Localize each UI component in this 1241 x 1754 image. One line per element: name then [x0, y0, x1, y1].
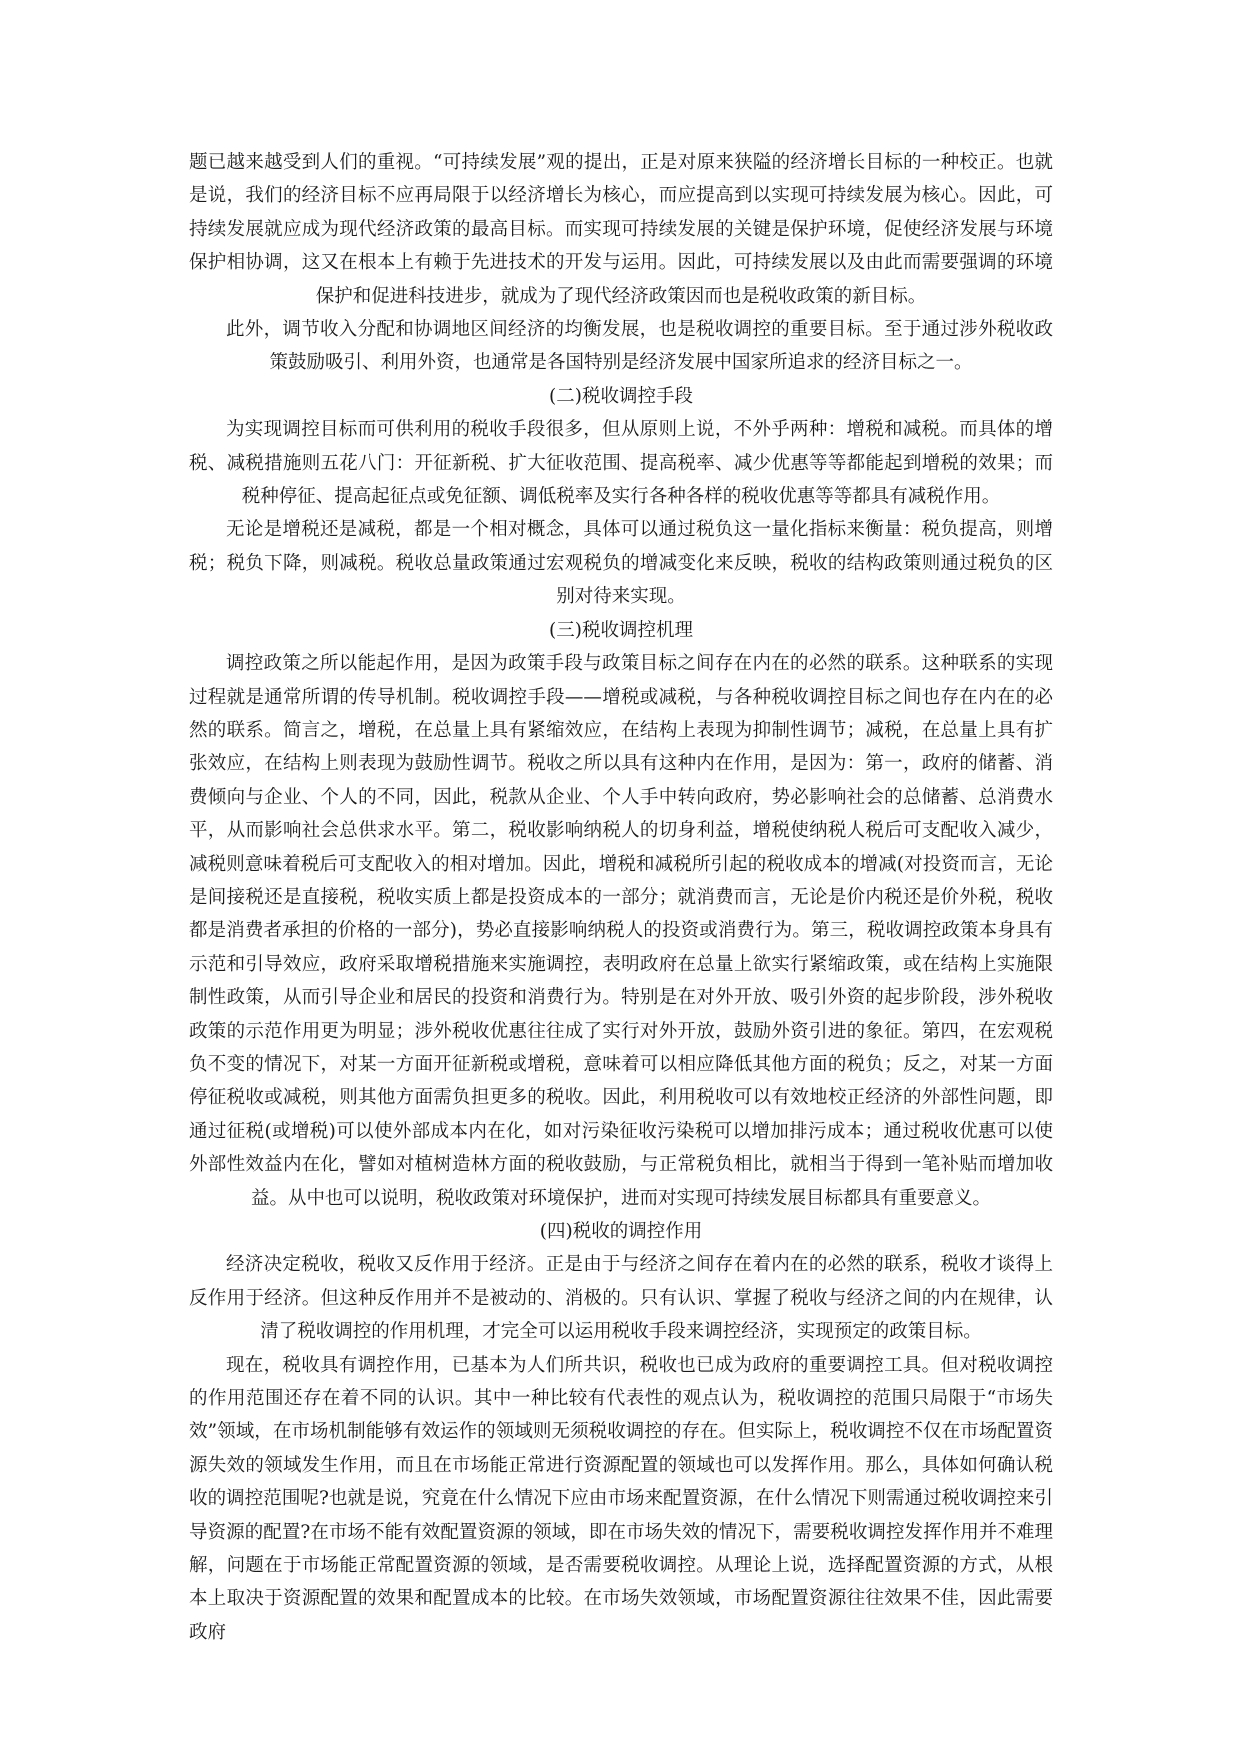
paragraph-income-distribution: 此外，调节收入分配和协调地区间经济的均衡发展，也是税收调控的重要目标。至于通过涉外税收政策鼓励吸引、利用外资，也通常是各国特别是经济发展中国家所追求的经济目标之一。	[226, 319, 1053, 374]
section-heading-tax-control-role: (四)税收的调控作用	[539, 1221, 703, 1242]
paragraph-control-scope: 现在，税收具有调控作用，已基本为人们所共识，税收也已成为政府的重要调控工具。但对税收调控的作用范围还存在着不同的认识。其中一种比较有代表性的观点认为，税收调控的范围只局限于“市场失效”领域，在市场机制能够有效运作的领域则无须税收调控的存在。但实际上，税收调控不仅在市场配置资源失效的领域发生作用，而且在市场能正常进行资源配置的领域也可以发挥作用。那么，具体如何确认税收的调控范围呢?也就是说，究竟在什么情况下应由市场来配置资源，在什么情况下则需通过税收调控来引导资源的配置?在市场不能有效配置资源的领域，即在市场失效的情况下，需要税收调控发挥作用并不难理解，问题在于市场能正常配置资源的领域，是否需要税收调控。从理论上说，选择配置资源的方式，从根本上取决于资源配置的效果和配置成本的比较。在市场失效领域，市场配置资源往往效果不佳，因此需要政府	[189, 1354, 1053, 1643]
paragraph-tax-burden: 无论是增税还是减税，都是一个相对概念，具体可以通过税负这一量化指标来衡量：税负提高，则增税；税负下降，则减税。税收总量政策通过宏观税负的增减变化来反映，税收的结构政策则通过税负的区别对待来实现。	[189, 519, 1053, 608]
document-page	[189, 146, 1053, 1649]
section-heading-tax-control-mechanism: (三)税收调控机理	[549, 619, 693, 641]
paragraph-sustainable-development: 题已越来越受到人们的重视。“可持续发展”观的提出，正是对原来狭隘的经济增长目标的一种校正。也就是说，我们的经济目标不应再局限于以经济增长为核心，而应提高到以实现可持续发展为核心。因此，可持续发展就应成为现代经济政策的最高目标。而实现可持续发展的关键是保护环境，促使经济发展与环境保护相协调，这又在根本上有赖于先进技术的开发与运用。因此，可持续发展以及由此而需要强调的环境保护和促进科技进步，就成为了现代经济政策因而也是税收政策的新目标。	[189, 152, 1053, 307]
paragraph-tax-means: 为实现调控目标而可供利用的税收手段很多，但从原则上说，不外乎两种：增税和减税。而具体的增税、减税措施则五花八门：开征新税、扩大征收范围、提高税率、减少优惠等等都能起到增税的效果；而税种停征、提高起征点或免征额、调低税率及实行各种各样的税收优惠等等都具有减税作用。	[189, 419, 1053, 508]
paragraph-economy-and-tax: 经济决定税收，税收又反作用于经济。正是由于与经济之间存在着内在的必然的联系，税收才谈得上反作用于经济。但这种反作用并不是被动的、消极的。只有认识、掌握了税收与经济之间的内在规律，认清了税收调控的作用机理，才完全可以运用税收手段来调控经济，实现预定的政策目标。	[189, 1254, 1053, 1343]
paragraph-mechanism: 调控政策之所以能起作用，是因为政策手段与政策目标之间存在内在的必然的联系。这种联系的实现过程就是通常所谓的传导机制。税收调控手段——增税或减税，与各种税收调控目标之间也存在内在的必然的联系。简言之，增税，在总量上具有紧缩效应，在结构上表现为抑制性调节；减税，在总量上具有扩张效应，在结构上则表现为鼓励性调节。税收之所以具有这种内在作用，是因为：第一，政府的储蓄、消费倾向与企业、个人的不同，因此，税款从企业、个人手中转向政府，势必影响社会的总储蓄、总消费水平，从而影响社会总供求水平。第二，税收影响纳税人的切身利益，增税使纳税人税后可支配收入减少，减税则意味着税后可支配收入的相对增加。因此，增税和减税所引起的税收成本的增减(对投资而言，无论是间接税还是直接税，税收实质上都是投资成本的一部分；就消费而言，无论是价内税还是价外税，税收都是消费者承担的价格的一部分)，势必直接影响纳税人的投资或消费行为。第三，税收调控政策本身具有示范和引导效应，政府采取增税措施来实施调控，表明政府在总量上欲实行紧缩政策，或在结构上实施限制性政策，从而引导企业和居民的投资和消费行为。特别是在对外开放、吸引外资的起步阶段，涉外税收政策的示范作用更为明显；涉外税收优惠往往成了实行对外开放，鼓励外资引进的象征。第四，在宏观税负不变的情况下，对某一方面开征新税或增税，意味着可以相应降低其他方面的税负；反之，对某一方面停征税收或减税，则其他方面需负担更多的税收。因此，利用税收可以有效地校正经济的外部性问题，即通过征税(或增税)可以使外部成本内在化，如对污染征收污染税可以增加排污成本；通过税收优惠可以使外部性效益内在化，譬如对植树造林方面的税收鼓励，与正常税负相比，就相当于得到一笔补贴而增加收益。从中也可以说明，税收政策对环境保护，进而对实现可持续发展目标都具有重要意义。	[189, 653, 1053, 1209]
section-heading-tax-control-means: (二)税收调控手段	[549, 385, 693, 407]
